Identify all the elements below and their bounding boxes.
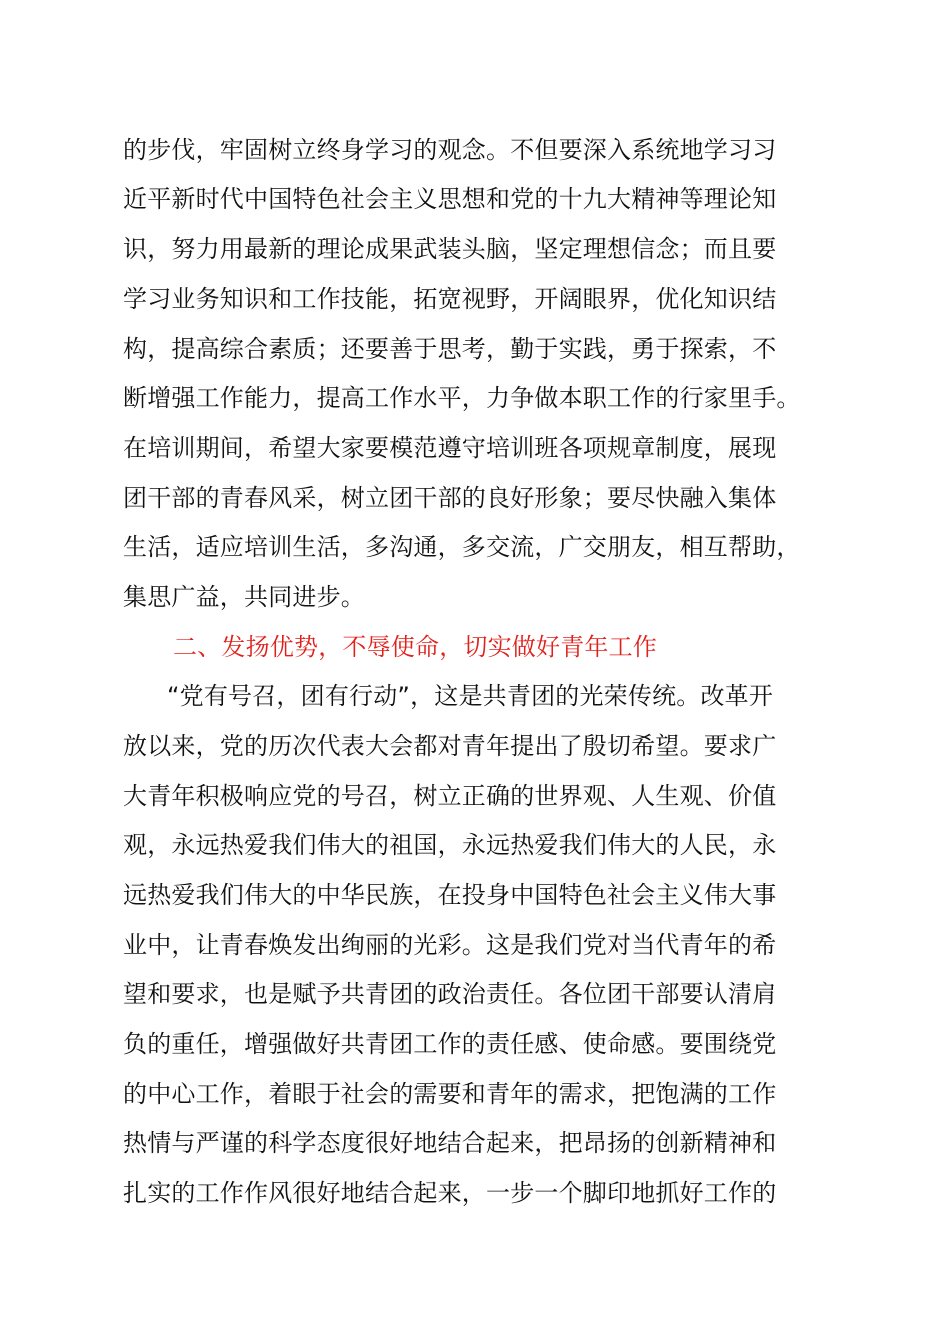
paragraph-line: 在培训期间，希望大家要模范遵守培训班各项规章制度，展现 — [123, 434, 777, 462]
section-heading: 二、发扬优势，不辱使命，切实做好青年工作 — [173, 633, 657, 661]
paragraph-line: 生活，适应培训生活，多沟通，多交流，广交朋友，相互帮助， — [123, 533, 801, 561]
paragraph-line: 扎实的工作作风很好地结合起来，一步一个脚印地抓好工作的 — [123, 1179, 777, 1207]
paragraph-line: 构，提高综合素质；还要善于思考，勤于实践，勇于探索，不 — [123, 335, 777, 363]
paragraph-line: 大青年积极响应党的号召，树立正确的世界观、人生观、价值 — [123, 782, 777, 810]
paragraph-line: “党有号召，团有行动”，这是共青团的光荣传统。改革开 — [167, 682, 774, 710]
paragraph-line: 的步伐，牢固树立终身学习的观念。不但要深入系统地学习习 — [123, 136, 777, 164]
paragraph-line: 断增强工作能力，提高工作水平，力争做本职工作的行家里手。 — [123, 384, 801, 412]
paragraph-line: 近平新时代中国特色社会主义思想和党的十九大精神等理论知 — [123, 185, 777, 213]
paragraph-line: 业中，让青春焕发出绚丽的光彩。这是我们党对当代青年的希 — [123, 931, 777, 959]
paragraph-line: 的中心工作，着眼于社会的需要和青年的需求，把饱满的工作 — [123, 1080, 777, 1108]
paragraph-line: 望和要求，也是赋予共青团的政治责任。各位团干部要认清肩 — [123, 980, 777, 1008]
paragraph-line: 放以来，党的历次代表大会都对青年提出了殷切希望。要求广 — [123, 732, 777, 760]
paragraph-line: 负的重任，增强做好共青团工作的责任感、使命感。要围绕党 — [123, 1030, 777, 1058]
paragraph-line: 集思广益，共同进步。 — [123, 583, 365, 611]
paragraph-line: 识，努力用最新的理论成果武装头脑，坚定理想信念；而且要 — [123, 235, 777, 263]
paragraph-line: 团干部的青春风采，树立团干部的良好形象；要尽快融入集体 — [123, 484, 777, 512]
paragraph-line: 观，永远热爱我们伟大的祖国，永远热爱我们伟大的人民，永 — [123, 831, 777, 859]
paragraph-line: 远热爱我们伟大的中华民族，在投身中国特色社会主义伟大事 — [123, 881, 777, 909]
paragraph-line: 热情与严谨的科学态度很好地结合起来，把昂扬的创新精神和 — [123, 1129, 777, 1157]
paragraph-line: 学习业务知识和工作技能，拓宽视野，开阔眼界，优化知识结 — [123, 285, 777, 313]
